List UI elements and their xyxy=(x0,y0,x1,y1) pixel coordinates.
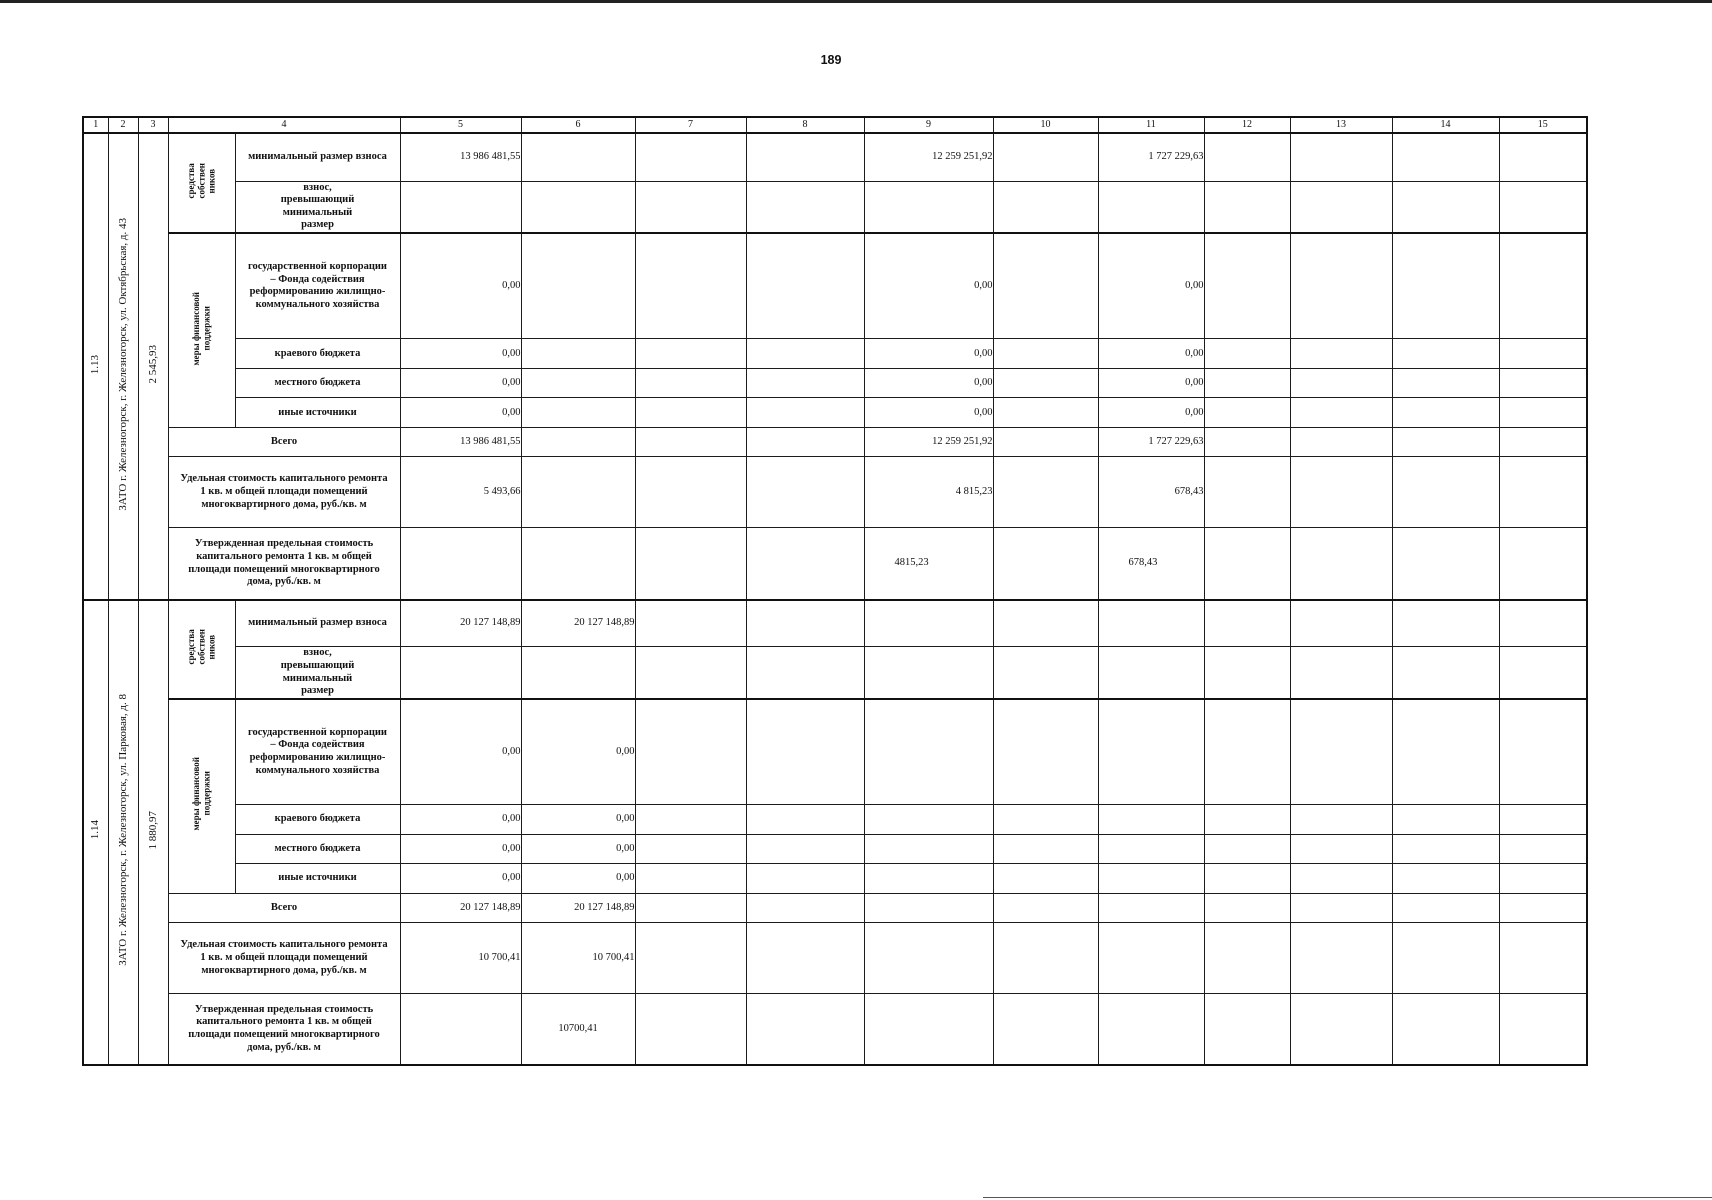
empty-cell xyxy=(1290,647,1392,699)
empty-cell xyxy=(993,369,1098,398)
approved-cost-col6: 10700,41 xyxy=(521,994,635,1065)
over-min-contribution-label: взнос, превышающий минимальный размер xyxy=(235,647,400,699)
empty-cell xyxy=(1392,894,1499,923)
object-number: 1.14 xyxy=(89,820,102,840)
empty-cell xyxy=(521,133,635,181)
empty-cell xyxy=(635,398,746,428)
empty-cell xyxy=(746,835,864,864)
empty-cell xyxy=(993,457,1098,528)
empty-cell xyxy=(1499,864,1587,894)
empty-cell xyxy=(1204,600,1290,647)
other-sources-col6: 0,00 xyxy=(521,864,635,894)
empty-cell xyxy=(1392,923,1499,994)
empty-cell xyxy=(1499,398,1587,428)
column-header-3: 3 xyxy=(138,117,168,133)
empty-cell xyxy=(993,398,1098,428)
empty-cell xyxy=(746,994,864,1065)
empty-cell xyxy=(521,233,635,339)
empty-cell xyxy=(635,835,746,864)
empty-cell xyxy=(864,600,993,647)
table-row xyxy=(83,339,1587,369)
object-area-cell xyxy=(138,600,168,1065)
empty-cell xyxy=(400,181,521,233)
local-budget-col6: 0,00 xyxy=(521,835,635,864)
empty-cell xyxy=(1499,699,1587,805)
financial-support-group-cell xyxy=(168,699,235,894)
empty-cell xyxy=(1204,457,1290,528)
empty-cell xyxy=(746,369,864,398)
empty-cell xyxy=(1290,923,1392,994)
total-col5: 13 986 481,55 xyxy=(400,428,521,457)
local-budget-label: местного бюджета xyxy=(235,835,400,864)
empty-cell xyxy=(746,398,864,428)
state-corporation-col6: 0,00 xyxy=(521,699,635,805)
empty-cell xyxy=(1204,528,1290,600)
table-row xyxy=(83,835,1587,864)
object-area-cell xyxy=(138,133,168,600)
empty-cell xyxy=(521,369,635,398)
empty-cell xyxy=(1204,133,1290,181)
empty-cell xyxy=(635,181,746,233)
total-col6: 20 127 148,89 xyxy=(521,894,635,923)
empty-cell xyxy=(746,339,864,369)
empty-cell xyxy=(746,699,864,805)
column-header-11: 11 xyxy=(1098,117,1204,133)
object-area: 1 880,97 xyxy=(146,810,159,850)
unit-cost-col5: 10 700,41 xyxy=(400,923,521,994)
empty-cell xyxy=(521,528,635,600)
empty-cell xyxy=(746,647,864,699)
empty-cell xyxy=(1290,233,1392,339)
empty-cell xyxy=(1204,864,1290,894)
empty-cell xyxy=(521,181,635,233)
object-address: ЗАТО г. Железногорск, г. Железногорск, ул. Парковая, д. 8 xyxy=(116,694,129,966)
empty-cell xyxy=(521,398,635,428)
empty-cell xyxy=(746,923,864,994)
column-header-6: 6 xyxy=(521,117,635,133)
empty-cell xyxy=(993,805,1098,835)
empty-cell xyxy=(746,181,864,233)
empty-cell xyxy=(635,457,746,528)
state-corporation-label: государственной корпорации – Фонда содействия реформированию жилищно- коммунального хозяйства xyxy=(235,233,400,339)
empty-cell xyxy=(1290,805,1392,835)
empty-cell xyxy=(1290,835,1392,864)
empty-cell xyxy=(635,805,746,835)
empty-cell xyxy=(1392,133,1499,181)
empty-cell xyxy=(1204,994,1290,1065)
column-header-5: 5 xyxy=(400,117,521,133)
column-header-8: 8 xyxy=(746,117,864,133)
empty-cell xyxy=(993,835,1098,864)
column-number-row xyxy=(83,117,1587,133)
empty-cell xyxy=(864,835,993,864)
empty-cell xyxy=(1098,600,1204,647)
column-header-12: 12 xyxy=(1204,117,1290,133)
table-row xyxy=(83,647,1587,699)
empty-cell xyxy=(746,428,864,457)
empty-cell xyxy=(993,699,1098,805)
owners-funds-group-cell xyxy=(168,600,235,699)
unit-cost-label: Удельная стоимость капитального ремонта 1 кв. м общей площади помещений многоквартирного дома, руб./кв. м xyxy=(168,457,400,528)
empty-cell xyxy=(1499,528,1587,600)
empty-cell xyxy=(1290,181,1392,233)
empty-cell xyxy=(1204,894,1290,923)
empty-cell xyxy=(1204,339,1290,369)
empty-cell xyxy=(1499,994,1587,1065)
financial-support-group-cell xyxy=(168,233,235,428)
table-row xyxy=(83,398,1587,428)
object-address-cell xyxy=(108,133,138,600)
other-sources-label: иные источники xyxy=(235,398,400,428)
empty-cell xyxy=(1499,457,1587,528)
table-row xyxy=(83,428,1587,457)
local-budget-col9: 0,00 xyxy=(864,369,993,398)
empty-cell xyxy=(1098,647,1204,699)
empty-cell xyxy=(1290,428,1392,457)
empty-cell xyxy=(635,369,746,398)
empty-cell xyxy=(1392,528,1499,600)
empty-cell xyxy=(1290,369,1392,398)
empty-cell xyxy=(1098,894,1204,923)
state-corporation-col11: 0,00 xyxy=(1098,233,1204,339)
column-header-4: 4 xyxy=(168,117,400,133)
empty-cell xyxy=(993,133,1098,181)
total-label: Всего xyxy=(168,894,400,923)
total-label: Всего xyxy=(168,428,400,457)
empty-cell xyxy=(993,528,1098,600)
empty-cell xyxy=(400,528,521,600)
empty-cell xyxy=(635,923,746,994)
empty-cell xyxy=(1098,181,1204,233)
empty-cell xyxy=(993,181,1098,233)
empty-cell xyxy=(1290,994,1392,1065)
min-contribution-col11: 1 727 229,63 xyxy=(1098,133,1204,181)
empty-cell xyxy=(1499,428,1587,457)
empty-cell xyxy=(1392,994,1499,1065)
other-sources-col5: 0,00 xyxy=(400,398,521,428)
empty-cell xyxy=(1392,647,1499,699)
empty-cell xyxy=(746,528,864,600)
column-header-15: 15 xyxy=(1499,117,1587,133)
state-corporation-col5: 0,00 xyxy=(400,233,521,339)
empty-cell xyxy=(1499,835,1587,864)
empty-cell xyxy=(1290,894,1392,923)
owners-funds-group-cell xyxy=(168,133,235,233)
empty-cell xyxy=(1499,233,1587,339)
empty-cell xyxy=(746,805,864,835)
empty-cell xyxy=(1499,805,1587,835)
empty-cell xyxy=(746,864,864,894)
empty-cell xyxy=(1204,923,1290,994)
local-budget-label: местного бюджета xyxy=(235,369,400,398)
empty-cell xyxy=(521,339,635,369)
other-sources-col9: 0,00 xyxy=(864,398,993,428)
empty-cell xyxy=(993,600,1098,647)
empty-cell xyxy=(635,233,746,339)
total-col9: 12 259 251,92 xyxy=(864,428,993,457)
table-row xyxy=(83,805,1587,835)
unit-cost-col6: 10 700,41 xyxy=(521,923,635,994)
empty-cell xyxy=(1204,805,1290,835)
regional-budget-col5: 0,00 xyxy=(400,805,521,835)
empty-cell xyxy=(1392,181,1499,233)
object-address-cell xyxy=(108,600,138,1065)
min-contribution-label: минимальный размер взноса xyxy=(235,133,400,181)
regional-budget-col11: 0,00 xyxy=(1098,339,1204,369)
table-row xyxy=(83,528,1587,600)
empty-cell xyxy=(1392,699,1499,805)
table-row xyxy=(83,133,1587,181)
empty-cell xyxy=(1499,369,1587,398)
column-header-14: 14 xyxy=(1392,117,1499,133)
empty-cell xyxy=(1204,699,1290,805)
empty-cell xyxy=(400,647,521,699)
approved-cost-col11: 678,43 xyxy=(1098,528,1204,600)
empty-cell xyxy=(1499,181,1587,233)
approved-cost-col9: 4815,23 xyxy=(864,528,993,600)
object-area: 2 545,93 xyxy=(146,344,159,384)
min-contribution-col5: 13 986 481,55 xyxy=(400,133,521,181)
object-address: ЗАТО г. Железногорск, г. Железногорск, ул. Октябрьская, д. 43 xyxy=(116,217,129,511)
empty-cell xyxy=(1392,805,1499,835)
empty-cell xyxy=(1098,994,1204,1065)
empty-cell xyxy=(746,894,864,923)
table-row xyxy=(83,923,1587,994)
total-col11: 1 727 229,63 xyxy=(1098,428,1204,457)
empty-cell xyxy=(635,894,746,923)
empty-cell xyxy=(746,133,864,181)
column-header-1: 1 xyxy=(83,117,108,133)
state-corporation-col9: 0,00 xyxy=(864,233,993,339)
empty-cell xyxy=(1499,133,1587,181)
table-row xyxy=(83,181,1587,233)
empty-cell xyxy=(1290,133,1392,181)
empty-cell xyxy=(746,233,864,339)
empty-cell xyxy=(1290,528,1392,600)
empty-cell xyxy=(1392,600,1499,647)
column-header-2: 2 xyxy=(108,117,138,133)
empty-cell xyxy=(864,994,993,1065)
empty-cell xyxy=(1392,233,1499,339)
owners-funds-group-label: средства собствен ников xyxy=(185,629,217,665)
other-sources-col11: 0,00 xyxy=(1098,398,1204,428)
empty-cell xyxy=(1499,923,1587,994)
min-contribution-col6: 20 127 148,89 xyxy=(521,600,635,647)
empty-cell xyxy=(864,181,993,233)
empty-cell xyxy=(864,894,993,923)
owners-funds-group-label: средства собствен ников xyxy=(185,162,217,199)
object-number-cell xyxy=(83,600,108,1065)
empty-cell xyxy=(1499,647,1587,699)
empty-cell xyxy=(993,428,1098,457)
empty-cell xyxy=(864,805,993,835)
empty-cell xyxy=(635,339,746,369)
empty-cell xyxy=(1204,428,1290,457)
empty-cell xyxy=(1098,923,1204,994)
empty-cell xyxy=(635,428,746,457)
empty-cell xyxy=(993,647,1098,699)
approved-cost-label: Утвержденная предельная стоимость капитального ремонта 1 кв. м общей площади помещений многоквартирного дома, руб./кв. м xyxy=(168,994,400,1065)
empty-cell xyxy=(1290,457,1392,528)
state-corporation-label: государственной корпорации – Фонда содействия реформированию жилищно- коммунального хозяйства xyxy=(235,699,400,805)
column-header-13: 13 xyxy=(1290,117,1392,133)
empty-cell xyxy=(1392,339,1499,369)
empty-cell xyxy=(864,647,993,699)
table-row xyxy=(83,600,1587,647)
empty-cell xyxy=(1499,339,1587,369)
empty-cell xyxy=(746,600,864,647)
empty-cell xyxy=(993,994,1098,1065)
unit-cost-col11: 678,43 xyxy=(1098,457,1204,528)
empty-cell xyxy=(635,647,746,699)
empty-cell xyxy=(864,864,993,894)
min-contribution-col5: 20 127 148,89 xyxy=(400,600,521,647)
empty-cell xyxy=(864,699,993,805)
empty-cell xyxy=(1098,699,1204,805)
empty-cell xyxy=(635,699,746,805)
empty-cell xyxy=(1392,835,1499,864)
empty-cell xyxy=(1499,600,1587,647)
object-number: 1.13 xyxy=(89,354,102,374)
empty-cell xyxy=(635,864,746,894)
table-row xyxy=(83,699,1587,805)
empty-cell xyxy=(1290,864,1392,894)
regional-budget-col5: 0,00 xyxy=(400,339,521,369)
other-sources-col5: 0,00 xyxy=(400,864,521,894)
approved-cost-label: Утвержденная предельная стоимость капитального ремонта 1 кв. м общей площади помещений многоквартирного дома, руб./кв. м xyxy=(168,528,400,600)
empty-cell xyxy=(400,994,521,1065)
local-budget-col5: 0,00 xyxy=(400,835,521,864)
regional-budget-label: краевого бюджета xyxy=(235,805,400,835)
table-row xyxy=(83,894,1587,923)
financial-support-group-label: меры финансовой поддержки xyxy=(191,291,212,366)
empty-cell xyxy=(993,864,1098,894)
financial-support-group-label: меры финансовой поддержки xyxy=(191,757,212,831)
empty-cell xyxy=(1290,600,1392,647)
empty-cell xyxy=(1204,369,1290,398)
scan-edge-line xyxy=(0,0,1712,3)
empty-cell xyxy=(1290,339,1392,369)
table-row xyxy=(83,233,1587,339)
empty-cell xyxy=(1392,398,1499,428)
empty-cell xyxy=(993,233,1098,339)
capital-repair-table xyxy=(82,116,1588,1066)
empty-cell xyxy=(1290,699,1392,805)
table-row xyxy=(83,864,1587,894)
regional-budget-col9: 0,00 xyxy=(864,339,993,369)
empty-cell xyxy=(864,923,993,994)
unit-cost-col5: 5 493,66 xyxy=(400,457,521,528)
empty-cell xyxy=(1392,457,1499,528)
empty-cell xyxy=(635,994,746,1065)
empty-cell xyxy=(1290,398,1392,428)
empty-cell xyxy=(1392,428,1499,457)
empty-cell xyxy=(1204,233,1290,339)
over-min-contribution-label: взнос, превышающий минимальный размер xyxy=(235,181,400,233)
total-col5: 20 127 148,89 xyxy=(400,894,521,923)
scan-edge-line xyxy=(983,1197,1712,1198)
empty-cell xyxy=(635,528,746,600)
empty-cell xyxy=(1098,805,1204,835)
column-header-9: 9 xyxy=(864,117,993,133)
unit-cost-label: Удельная стоимость капитального ремонта 1 кв. м общей площади помещений многоквартирного дома, руб./кв. м xyxy=(168,923,400,994)
empty-cell xyxy=(521,647,635,699)
empty-cell xyxy=(993,923,1098,994)
local-budget-col11: 0,00 xyxy=(1098,369,1204,398)
empty-cell xyxy=(1204,647,1290,699)
table-row xyxy=(83,369,1587,398)
empty-cell xyxy=(1392,369,1499,398)
object-block-1-13 xyxy=(83,133,1587,600)
empty-cell xyxy=(521,428,635,457)
other-sources-label: иные источники xyxy=(235,864,400,894)
local-budget-col5: 0,00 xyxy=(400,369,521,398)
empty-cell xyxy=(746,457,864,528)
empty-cell xyxy=(1204,181,1290,233)
regional-budget-col6: 0,00 xyxy=(521,805,635,835)
object-block-1-14 xyxy=(83,600,1587,1065)
empty-cell xyxy=(1204,835,1290,864)
unit-cost-col9: 4 815,23 xyxy=(864,457,993,528)
state-corporation-col5: 0,00 xyxy=(400,699,521,805)
empty-cell xyxy=(993,894,1098,923)
empty-cell xyxy=(1499,894,1587,923)
table-row xyxy=(83,457,1587,528)
object-number-cell xyxy=(83,133,108,600)
column-header-10: 10 xyxy=(993,117,1098,133)
min-contribution-label: минимальный размер взноса xyxy=(235,600,400,647)
empty-cell xyxy=(1392,864,1499,894)
empty-cell xyxy=(635,133,746,181)
empty-cell xyxy=(1098,864,1204,894)
empty-cell xyxy=(993,339,1098,369)
page-number: 189 xyxy=(820,53,842,67)
empty-cell xyxy=(635,600,746,647)
column-header-7: 7 xyxy=(635,117,746,133)
min-contribution-col9: 12 259 251,92 xyxy=(864,133,993,181)
empty-cell xyxy=(1098,835,1204,864)
empty-cell xyxy=(1204,398,1290,428)
regional-budget-label: краевого бюджета xyxy=(235,339,400,369)
table-row xyxy=(83,994,1587,1065)
empty-cell xyxy=(521,457,635,528)
